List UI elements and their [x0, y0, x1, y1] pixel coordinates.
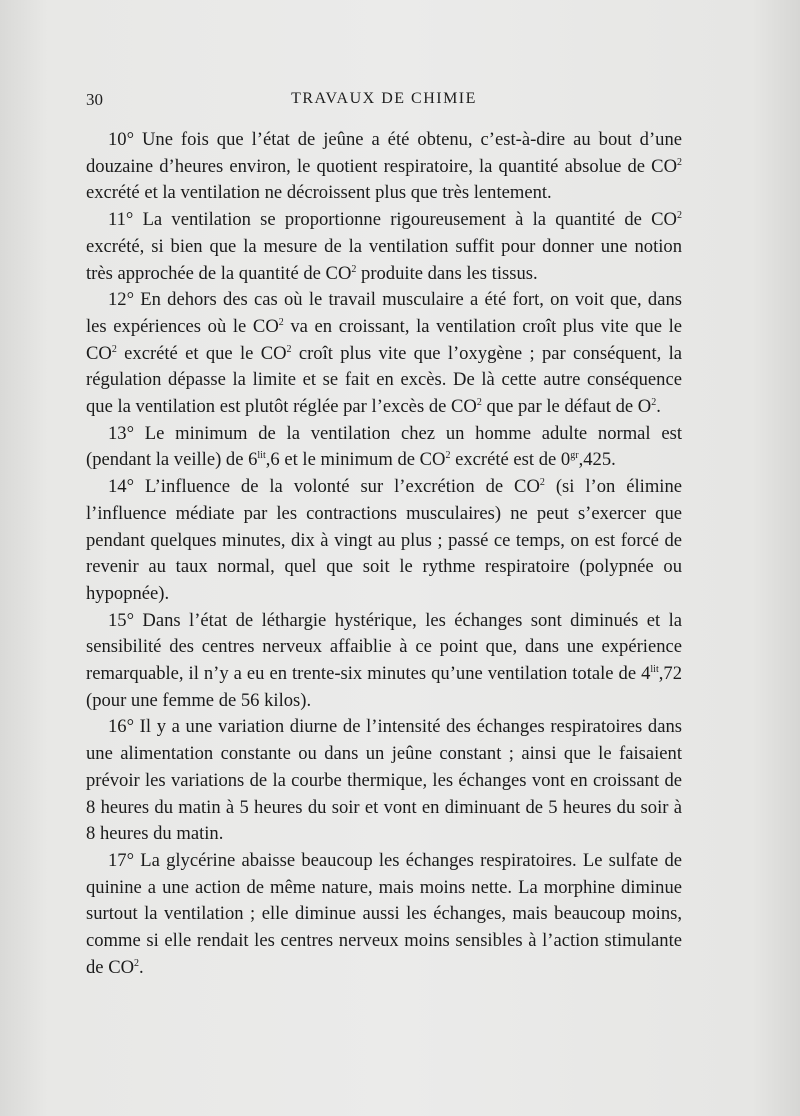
- paragraph-16: 16° Il y a une variation diurne de l’intensité des échanges respiratoires dans une alimentation constante ou dans un jeûne constant ; ainsi que le faisaient prévoir les variations de la courbe thermique, les échanges vont en croissant de 8 heures du matin à 5 heures du soir et vont en diminuant de 5 heures du soir à 8 heures du matin.: [86, 716, 682, 845]
- paragraph-14: 14° L’influence de la volonté sur l’excrétion de $CO^2$ (si l’on élimine l’influence médiate par les contractions musculaires) ne peut s’exercer que pendant quelques minutes, dix à vingt au plus ; passé ce temps, on est forcé de revenir au taux normal, quel que soit le rythme respiratoire (polypnée ou hypopnée).: [86, 476, 682, 604]
- paragraph-15: 15° Dans l’état de léthargie hystérique, les échanges sont diminués et la sensibilité des centres nerveux affaiblie à ce point que, dans une expérience remarquable, il n’y a eu en trente-six minutes qu’une ventilation totale de $4^{lit},72$ (pour une femme de 56 kilos).: [86, 609, 682, 711]
- paragraph-10: 10° Une fois que l’état de jeûne a été obtenu, c’est-à-dire au bout d’une douzaine d’heures environ, le quotient respiratoire, la quantité absolue de $CO^2$ excrété et la ventilation ne décroissent plus que très lentement.: [86, 129, 682, 204]
- paragraph-17: 17° La glycérine abaisse beaucoup les échanges respiratoires. Le sulfate de quinine a une action de même nature, mais moins nette. La morphine diminue surtout la ventilation ; elle diminue aussi les échanges, mais beaucoup moins, comme si elle rendait les centres nerveux moins sensibles à l’action stimulante de $CO^2$.: [86, 849, 682, 978]
- paragraph-13: 13° Le minimum de la ventilation chez un homme adulte normal est (pendant la veille) de $6^{lit},6$ et le minimum de $CO^2$ excrété est de $0^{gr},425$.: [86, 422, 682, 471]
- paragraph-12: 12° En dehors des cas où le travail musculaire a été fort, on voit que, dans les expériences où le $CO^2$ va en croissant, la ventilation croît plus vite que le $CO^2$ excrété et que le $CO^2$ croît plus vite que l’oxygène ; par conséquent, la régulation dépasse la limite et se fait en excès. De là cette autre conséquence que la ventilation est plutôt réglée par l’excès de $CO^2$ que par le défaut de $O^2$.: [86, 289, 682, 418]
- paragraph-11: 11° La ventilation se proportionne rigoureusement à la quantité de $CO^2$ excrété, si bien que la mesure de la ventilation suffit pour donner une notion très approchée de la quantité de $CO^2$ produite dans les tissus.: [86, 209, 682, 284]
- page-number: 30: [86, 90, 103, 109]
- running-title: TRAVAUX DE CHIMIE: [291, 90, 477, 107]
- body-text: [86, 127, 682, 982]
- page-header: [86, 90, 682, 114]
